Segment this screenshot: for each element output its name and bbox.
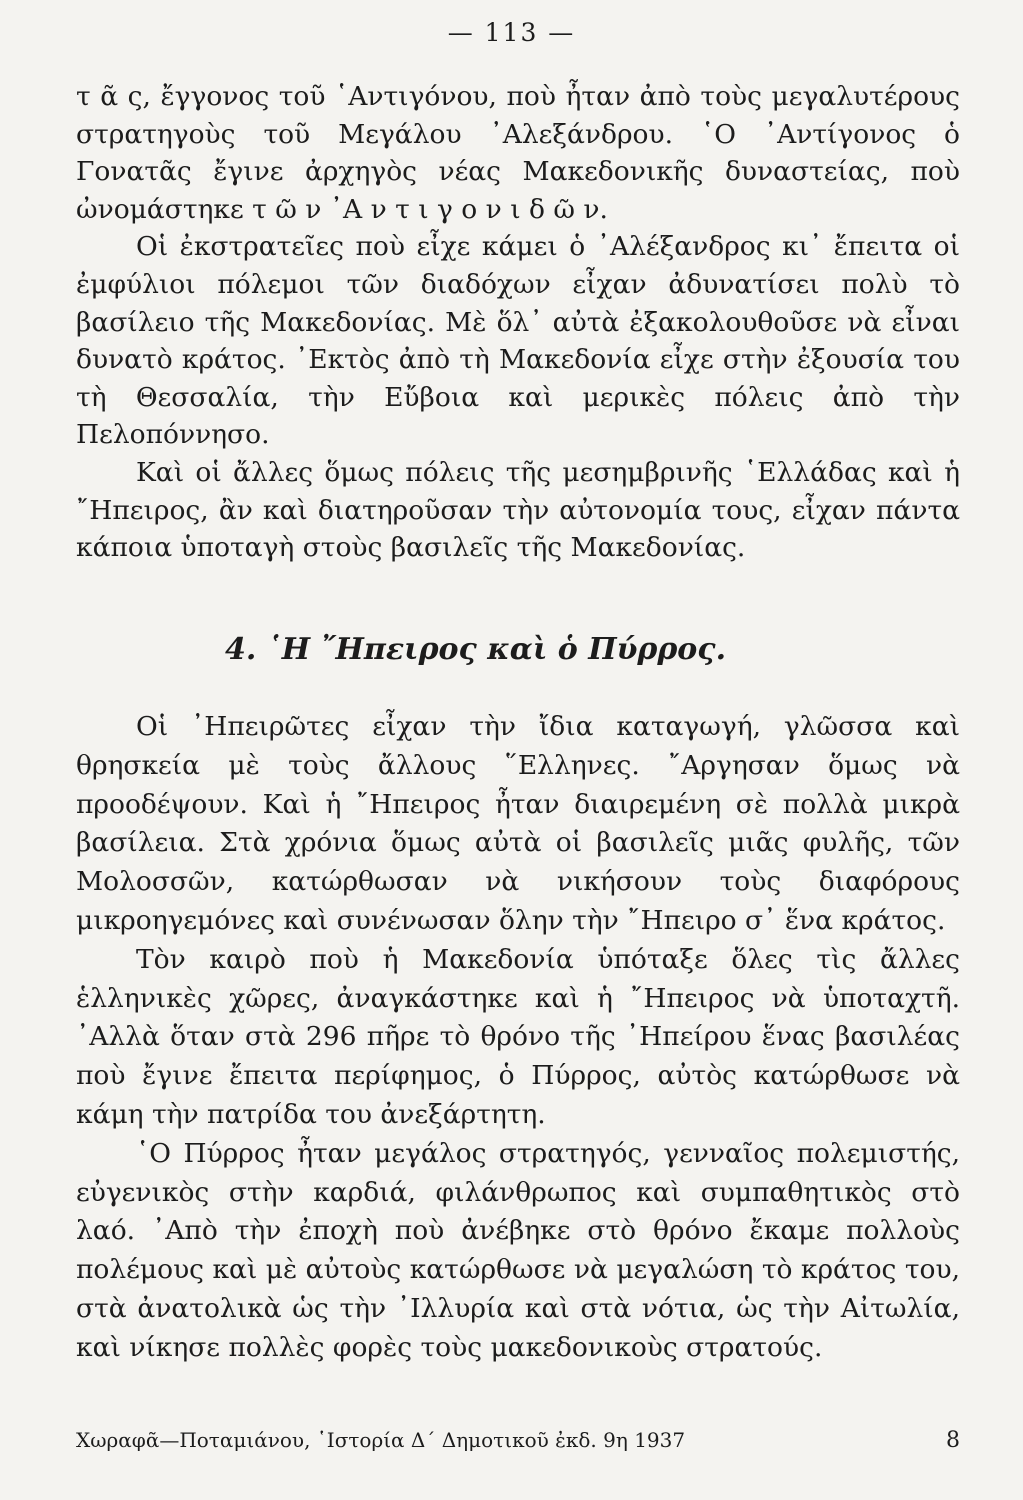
page-number: — 113 —	[447, 18, 576, 47]
footer	[76, 1428, 960, 1453]
body-text-bottom	[76, 708, 960, 1368]
paragraph: Οἱ ᾿Ηπειρῶτες εἶχαν τὴν ἴδια καταγωγή, γλῶσσα καὶ θρησκεία μὲ τοὺς ἄλλους ῞Ελληνες. ῎Αργησαν ὅμως νὰ προοδέψουν. Καὶ ἡ ῎Ηπειρος ἦταν διαιρεμένη σὲ πολλὰ μικρὰ βασίλεια. Στὰ χρόνια ὅμως αὐτὰ οἱ βασιλεῖς μιᾶς φυλῆς, τῶν Μολοσσῶν, κατώρθωσαν νὰ νικήσουν τοὺς διαφόρους μικροηγεμόνες καὶ συνένωσαν ὅλην τὴν ῎Ηπειρο σ᾿ ἕνα κράτος.	[76, 711, 960, 936]
signature-mark: 8	[946, 1428, 960, 1453]
paragraph: Καὶ οἱ ἄλλες ὅμως πόλεις τῆς μεσημβρινῆς ῾Ελλάδας καὶ ἡ ῎Ηπειρος, ἂν καὶ διατηροῦσαν τὴν αὐτονομία τους, εἶχαν πάντα κάποια ὑποταγὴ στοὺς βασιλεῖς τῆς Μακεδονίας.	[76, 456, 960, 564]
paragraph: Τὸν καιρὸ ποὺ ἡ Μακεδονία ὑπόταξε ὅλες τὶς ἄλλες ἑλληνικὲς χῶρες, ἀναγκάστηκε καὶ ἡ ῎Ηπειρος νὰ ὑποταχτῆ. ᾿Αλλὰ ὅταν στὰ 296 πῆρε τὸ θρόνο τῆς ᾿Ηπείρου ἕνας βασιλέας ποὺ ἔγινε ἔπειτα περίφημος, ὁ Πύρρος, αὐτὸς κατώρθωσε νὰ κάμη τὴν πατρίδα του ἀνεξάρτητη.	[76, 943, 960, 1130]
body-text-top	[76, 78, 960, 567]
section-heading: 4. ῾Η ῎Ηπειρος καὶ ὁ Πύρρος.	[224, 632, 727, 667]
paragraph: τ ᾶ ς, ἔγγονος τοῦ ῾Αντιγόνου, ποὺ ἦταν ἀπὸ τοὺς μεγαλυτέρους στρατηγοὺς τοῦ Μεγάλου ᾿Αλεξάνδρου. ῾Ο ᾿Αντίγονος ὁ Γονατᾶς ἔγινε ἀρχηγὸς νέας Μακεδονικῆς δυναστείας, ποὺ ὠνομάστηκε τ ῶ ν ᾿Α ν τ ι γ ο ν ι δ ῶ ν.	[76, 81, 960, 225]
paragraph: ῾Ο Πύρρος ἦταν μεγάλος στρατηγός, γενναῖος πολεμιστής, εὐγενικὸς στὴν καρδιά, φιλάνθρωπος καὶ συμπαθητικὸς στὸ λαό. ᾿Απὸ τὴν ἐποχὴ ποὺ ἀνέβηκε στὸ θρόνο ἔκαμε πολλοὺς πολέμους καὶ μὲ αὐτοὺς κατώρθωσε νὰ μεγαλώση τὸ κράτος του, στὰ ἀνατολικὰ ὡς τὴν ᾿Ιλλυρία καὶ στὰ νότια, ὡς τὴν Αἰτωλία, καὶ νίκησε πολλὲς φορὲς τοὺς μακεδονικοὺς στρατούς.	[76, 1137, 960, 1363]
paragraph: Οἱ ἐκστρατεῖες ποὺ εἶχε κάμει ὁ ᾿Αλέξανδρος κι᾿ ἔπειτα οἱ ἐμφύλιοι πόλεμοι τῶν διαδόχων εἶχαν ἀδυνατίσει πολὺ τὸ βασίλειο τῆς Μακεδονίας. Μὲ ὅλ᾿ αὐτὰ ἐξακολουθοῦσε νὰ εἶναι δυνατὸ κράτος. ᾿Εκτὸς ἀπὸ τὴ Μακεδονία εἶχε στὴν ἐξουσία του τὴ Θεσσαλία, τὴν Εὔβοια καὶ μερικὲς πόλεις ἀπὸ τὴν Πελοπόννησο.	[76, 231, 960, 451]
footer-citation: Χωραφᾶ—Ποταμιάνου, ῾Ιστορία Δ΄ Δημοτικοῦ ἐκδ. 9η 1937	[76, 1428, 686, 1452]
